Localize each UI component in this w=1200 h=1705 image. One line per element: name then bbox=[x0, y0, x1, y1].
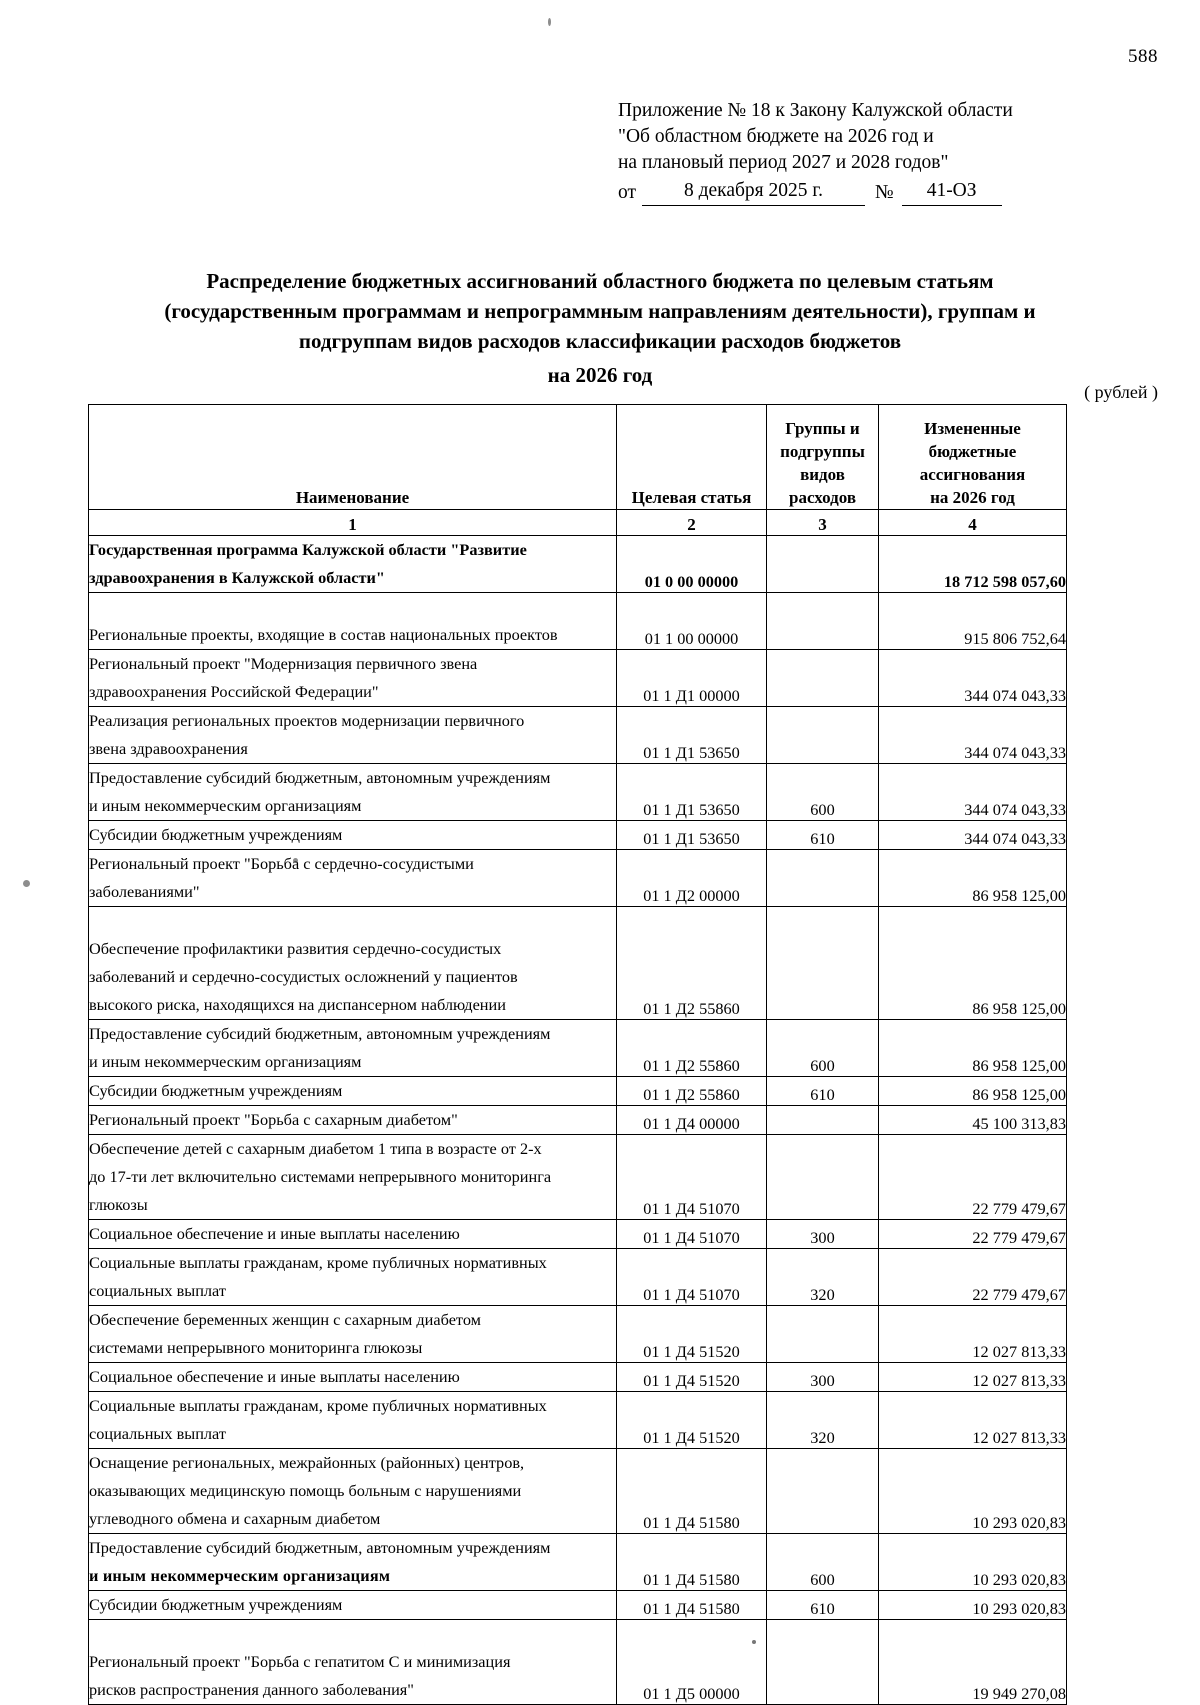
row-group: 610 bbox=[767, 1591, 879, 1620]
row-group bbox=[767, 907, 879, 1020]
row-name: Обеспечение беременных женщин с сахарным диабетом системами непрерывного мониторинга глюкозы bbox=[89, 1306, 617, 1363]
row-group bbox=[767, 707, 879, 764]
row-group bbox=[767, 593, 879, 650]
law-date: 8 декабря 2025 г. bbox=[642, 178, 865, 206]
table-row bbox=[89, 1534, 1067, 1591]
row-code: 01 1 Д4 51520 bbox=[617, 1306, 767, 1363]
row-group: 600 bbox=[767, 1020, 879, 1077]
row-code: 01 1 Д2 00000 bbox=[617, 850, 767, 907]
row-name: Субсидии бюджетным учреждениям bbox=[89, 1077, 617, 1106]
row-group: 320 bbox=[767, 1249, 879, 1306]
units-caption: ( рублей ) bbox=[1084, 382, 1158, 402]
row-amount: 10 293 020,83 bbox=[879, 1591, 1067, 1620]
table-row bbox=[89, 536, 1067, 593]
column-header-name: Наименование bbox=[89, 405, 617, 510]
row-name: Субсидии бюджетным учреждениям bbox=[89, 1591, 617, 1620]
row-amount: 18 712 598 057,60 bbox=[879, 536, 1067, 593]
row-amount: 12 027 813,33 bbox=[879, 1392, 1067, 1449]
scan-speck bbox=[23, 880, 30, 887]
table-row bbox=[89, 1220, 1067, 1249]
row-name: Региональные проекты, входящие в состав национальных проектов bbox=[89, 593, 617, 650]
table-row bbox=[89, 1306, 1067, 1363]
row-code: 01 1 00 00000 bbox=[617, 593, 767, 650]
law-number: 41-ОЗ bbox=[902, 178, 1002, 206]
row-amount: 344 074 043,33 bbox=[879, 821, 1067, 850]
column-number-4: 4 bbox=[879, 510, 1067, 536]
page-number: 588 bbox=[1128, 46, 1158, 67]
row-code: 01 1 Д2 55860 bbox=[617, 1077, 767, 1106]
row-name: Региональный проект "Модернизация первичного звена здравоохранения Российской Федерации" bbox=[89, 650, 617, 707]
row-amount: 86 958 125,00 bbox=[879, 850, 1067, 907]
row-amount: 344 074 043,33 bbox=[879, 650, 1067, 707]
row-amount: 10 293 020,83 bbox=[879, 1449, 1067, 1534]
row-group bbox=[767, 650, 879, 707]
column-number-2: 2 bbox=[617, 510, 767, 536]
column-header-group bbox=[767, 405, 879, 510]
header-group-line-3: видов bbox=[800, 465, 845, 484]
header-amount-line-2: бюджетные bbox=[928, 442, 1017, 461]
page-title bbox=[100, 266, 1100, 390]
table-row bbox=[89, 821, 1067, 850]
row-name: Государственная программа Калужской области "Развитие здравоохранения в Калужской области" bbox=[89, 536, 617, 593]
appendix-line-1: Приложение № 18 к Закону Калужской области bbox=[618, 100, 1013, 121]
table-row bbox=[89, 1591, 1067, 1620]
row-name: Социальное обеспечение и иные выплаты населению bbox=[89, 1363, 617, 1392]
row-group: 300 bbox=[767, 1220, 879, 1249]
appendix-date-line bbox=[618, 178, 1138, 206]
row-name: Социальное обеспечение и иные выплаты населению bbox=[89, 1220, 617, 1249]
header-amount-line-3: ассигнования bbox=[919, 465, 1026, 484]
row-group bbox=[767, 1135, 879, 1220]
row-group bbox=[767, 1306, 879, 1363]
row-amount: 86 958 125,00 bbox=[879, 1077, 1067, 1106]
row-amount: 915 806 752,64 bbox=[879, 593, 1067, 650]
row-amount: 86 958 125,00 bbox=[879, 1020, 1067, 1077]
appendix-line-2: "Об областном бюджете на 2026 год и bbox=[618, 126, 934, 147]
row-group bbox=[767, 1449, 879, 1534]
row-amount: 86 958 125,00 bbox=[879, 907, 1067, 1020]
table-row bbox=[89, 1106, 1067, 1135]
title-line-1: Распределение бюджетных ассигнований областного бюджета по целевым статьям bbox=[206, 269, 994, 293]
row-group: 600 bbox=[767, 764, 879, 821]
row-name: Предоставление субсидий бюджетным, автономным учреждениям и иным некоммерческим организациям bbox=[89, 1534, 617, 1591]
row-code: 01 1 Д4 51520 bbox=[617, 1392, 767, 1449]
title-line-3: подгруппам видов расходов классификации расходов бюджетов bbox=[298, 329, 902, 353]
row-code: 01 1 Д1 53650 bbox=[617, 764, 767, 821]
table-body bbox=[89, 510, 1067, 1705]
row-name: Социальные выплаты гражданам, кроме публичных нормативных социальных выплат bbox=[89, 1392, 617, 1449]
row-group bbox=[767, 1620, 879, 1705]
table-row bbox=[89, 1135, 1067, 1220]
row-code: 01 1 Д4 51580 bbox=[617, 1449, 767, 1534]
table-row bbox=[89, 1363, 1067, 1392]
row-code: 01 1 Д1 53650 bbox=[617, 707, 767, 764]
header-amount-line-1: Измененные bbox=[924, 419, 1021, 438]
row-name: Социальные выплаты гражданам, кроме публичных нормативных социальных выплат bbox=[89, 1249, 617, 1306]
column-header-amount bbox=[879, 405, 1067, 510]
row-code: 01 1 Д2 55860 bbox=[617, 907, 767, 1020]
table-row bbox=[89, 1449, 1067, 1534]
row-code: 01 1 Д5 00000 bbox=[617, 1620, 767, 1705]
table-row bbox=[89, 850, 1067, 907]
row-name: Субсидии бюджетным учреждениям bbox=[89, 821, 617, 850]
row-group bbox=[767, 1106, 879, 1135]
row-code: 01 1 Д4 51580 bbox=[617, 1591, 767, 1620]
number-label: № bbox=[875, 182, 894, 203]
row-amount: 10 293 020,83 bbox=[879, 1534, 1067, 1591]
row-name: Региональный проект "Борьба с сахарным диабетом" bbox=[89, 1106, 617, 1135]
column-header-code: Целевая статья bbox=[617, 405, 767, 510]
row-code: 01 1 Д2 55860 bbox=[617, 1020, 767, 1077]
row-code: 01 1 Д4 00000 bbox=[617, 1106, 767, 1135]
header-group-line-1: Группы и bbox=[785, 419, 860, 438]
row-name: Предоставление субсидий бюджетным, автономным учреждениям и иным некоммерческим организациям bbox=[89, 1020, 617, 1077]
row-code: 01 1 Д4 51580 bbox=[617, 1534, 767, 1591]
row-amount: 344 074 043,33 bbox=[879, 707, 1067, 764]
row-group: 600 bbox=[767, 1534, 879, 1591]
table-row bbox=[89, 1392, 1067, 1449]
row-name: Предоставление субсидий бюджетным, автономным учреждениям и иным некоммерческим организациям bbox=[89, 764, 617, 821]
from-label: от bbox=[618, 182, 637, 203]
row-code: 01 1 Д1 53650 bbox=[617, 821, 767, 850]
title-line-2: (государственным программам и непрограммным направлениям деятельности), группам и bbox=[164, 299, 1036, 323]
row-name: Обеспечение профилактики развития сердечно-сосудистых заболеваний и сердечно-сосудистых осложнений у пациентов высокого риска, находящихся на диспансерном наблюдении bbox=[89, 907, 617, 1020]
row-group: 610 bbox=[767, 1077, 879, 1106]
row-group: 300 bbox=[767, 1363, 879, 1392]
row-amount: 19 949 270,08 bbox=[879, 1620, 1067, 1705]
table-row bbox=[89, 1620, 1067, 1705]
table-row bbox=[89, 593, 1067, 650]
row-code: 01 1 Д4 51070 bbox=[617, 1220, 767, 1249]
row-group: 610 bbox=[767, 821, 879, 850]
header-group-line-2: подгруппы bbox=[780, 442, 865, 461]
row-name: Обеспечение детей с сахарным диабетом 1 типа в возрасте от 2-х до 17-ти лет включительно системами непрерывного мониторинга глюкозы bbox=[89, 1135, 617, 1220]
row-code: 01 0 00 00000 bbox=[617, 536, 767, 593]
header-group-line-4: расходов bbox=[789, 488, 856, 507]
column-number-row bbox=[89, 510, 1067, 536]
appendix-line-3: на плановый период 2027 и 2028 годов" bbox=[618, 152, 949, 173]
budget-table-wrapper bbox=[88, 404, 1066, 1705]
table-row bbox=[89, 650, 1067, 707]
table-header-row bbox=[89, 405, 1067, 510]
table-row bbox=[89, 707, 1067, 764]
scan-speck bbox=[548, 18, 551, 26]
column-number-3: 3 bbox=[767, 510, 879, 536]
column-number-1: 1 bbox=[89, 510, 617, 536]
row-group: 320 bbox=[767, 1392, 879, 1449]
row-code: 01 1 Д4 51520 bbox=[617, 1363, 767, 1392]
row-group bbox=[767, 850, 879, 907]
row-code: 01 1 Д4 51070 bbox=[617, 1135, 767, 1220]
table-row bbox=[89, 1077, 1067, 1106]
row-amount: 344 074 043,33 bbox=[879, 764, 1067, 821]
row-amount: 12 027 813,33 bbox=[879, 1306, 1067, 1363]
row-amount: 22 779 479,67 bbox=[879, 1249, 1067, 1306]
row-name: Региональный проект "Борьба с сердечно-сосудистыми заболеваниями" bbox=[89, 850, 617, 907]
table-row bbox=[89, 764, 1067, 821]
table-row bbox=[89, 1020, 1067, 1077]
row-amount: 22 779 479,67 bbox=[879, 1220, 1067, 1249]
row-amount: 45 100 313,83 bbox=[879, 1106, 1067, 1135]
budget-table bbox=[88, 404, 1067, 1705]
row-name: Региональный проект "Борьба с гепатитом С и минимизация рисков распространения данного заболевания" bbox=[89, 1620, 617, 1705]
header-amount-line-4: на 2026 год bbox=[930, 488, 1015, 507]
table-row bbox=[89, 1249, 1067, 1306]
row-amount: 22 779 479,67 bbox=[879, 1135, 1067, 1220]
row-code: 01 1 Д1 00000 bbox=[617, 650, 767, 707]
appendix-reference bbox=[618, 98, 1138, 206]
row-code: 01 1 Д4 51070 bbox=[617, 1249, 767, 1306]
title-year: на 2026 год bbox=[547, 363, 653, 387]
row-group bbox=[767, 536, 879, 593]
row-name: Оснащение региональных, межрайонных (районных) центров, оказывающих медицинскую помощь больным с нарушениями углеводного обмена и сахарным диабетом bbox=[89, 1449, 617, 1534]
row-name: Реализация региональных проектов модернизации первичного звена здравоохранения bbox=[89, 707, 617, 764]
row-amount: 12 027 813,33 bbox=[879, 1363, 1067, 1392]
table-row bbox=[89, 907, 1067, 1020]
